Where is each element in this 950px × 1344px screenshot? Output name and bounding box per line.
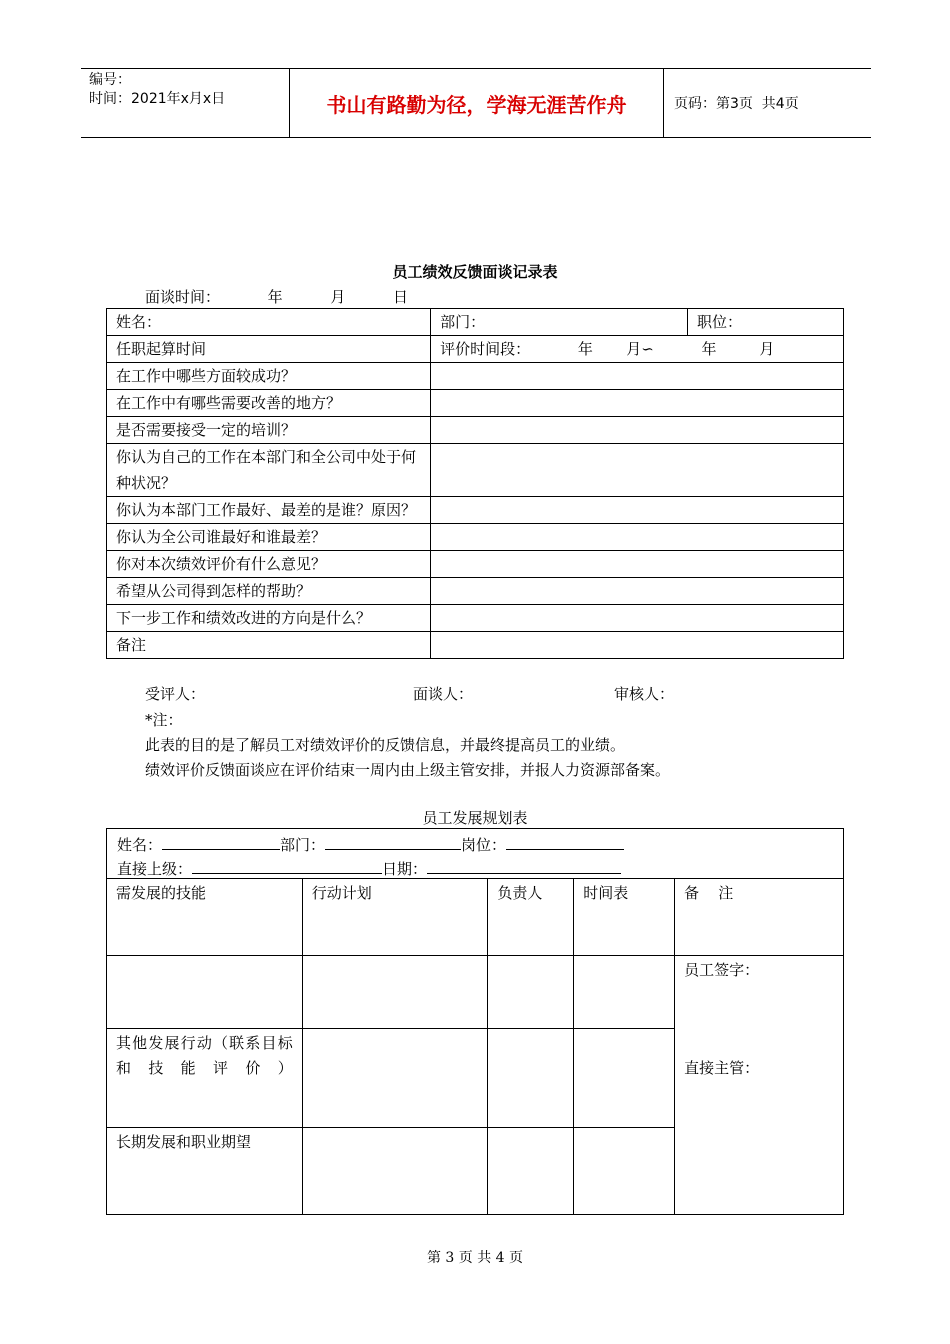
table-row (107, 551, 844, 578)
auditor-label: 审核人： (614, 685, 675, 703)
development-plan-table (106, 878, 844, 1215)
table-row (107, 390, 844, 417)
answer-cell[interactable] (431, 524, 844, 551)
schedule-cell[interactable] (574, 1128, 675, 1215)
table-row (107, 336, 844, 363)
eval-period-label: 评价时间段： 年 月∽ 年 月 (440, 340, 775, 358)
header-slogan: 书山有路勤为径，学海无涯苦作舟 (290, 69, 664, 137)
position-cell[interactable]: 职位： (688, 309, 844, 336)
table-row (107, 956, 844, 1029)
note-label: *注： (145, 711, 183, 729)
start-time-label: 任职起算时间 (107, 336, 431, 363)
long-term-label: 长期发展和职业期望 (107, 1128, 303, 1215)
plan-cell[interactable] (302, 1029, 488, 1128)
post-label: 岗位： (461, 836, 507, 854)
owner-cell[interactable] (488, 956, 574, 1029)
table-row (107, 417, 844, 444)
col-remark: 备 注 (675, 879, 844, 956)
col-schedule: 时间表 (574, 879, 675, 956)
owner-cell[interactable] (488, 1128, 574, 1215)
table-row (107, 363, 844, 390)
supervisor-label: 直接上级： (117, 860, 193, 878)
question-label: 下一步工作和绩效改进的方向是什么？ (107, 605, 431, 632)
other-actions-label: 其他发展行动（联系目标和技能评价） (107, 1029, 303, 1128)
answer-cell[interactable] (431, 605, 844, 632)
header-page-number: 页码：第3页 共4页 (674, 96, 799, 112)
feedback-interview-table (106, 308, 844, 659)
reviewee-label: 受评人： (145, 685, 206, 703)
dept-input[interactable] (325, 834, 461, 850)
document-number: 编号： (89, 72, 131, 88)
owner-cell[interactable] (488, 1029, 574, 1128)
supervisor-sign-label: 直接主管： (684, 1059, 760, 1077)
question-label: 你认为自己的工作在本部门和全公司中处于何种状况？ (107, 444, 431, 497)
table-row (107, 497, 844, 524)
answer-cell[interactable] (431, 578, 844, 605)
interview-time: 面谈时间： 年 月 日 (145, 288, 409, 306)
page-footer: 第 3 页 共 4 页 (426, 1250, 524, 1266)
date-label: 日期： (382, 860, 428, 878)
plan-cell[interactable] (302, 1128, 488, 1215)
question-label: 希望从公司得到怎样的帮助？ (107, 578, 431, 605)
remark-cell[interactable] (431, 632, 844, 659)
question-label: 在工作中有哪些需要改善的地方？ (107, 390, 431, 417)
schedule-cell[interactable] (574, 956, 675, 1029)
post-input[interactable] (506, 834, 624, 850)
schedule-cell[interactable] (574, 1029, 675, 1128)
answer-cell[interactable] (431, 497, 844, 524)
table-row (107, 578, 844, 605)
document-time: 时间：2021年x月x日 (89, 91, 226, 107)
skill-cell[interactable] (107, 956, 303, 1029)
plan-cell[interactable] (302, 956, 488, 1029)
question-label: 是否需要接受一定的培训？ (107, 417, 431, 444)
development-plan-header (106, 828, 844, 879)
answer-cell[interactable] (431, 390, 844, 417)
date-input[interactable] (427, 858, 621, 874)
col-owner: 负责人 (488, 879, 574, 956)
table-row (107, 605, 844, 632)
interviewer-label: 面谈人： (413, 685, 474, 703)
dept-cell[interactable]: 部门： (431, 309, 688, 336)
table-row (107, 632, 844, 659)
table-row (107, 524, 844, 551)
table-row (107, 309, 844, 336)
page-header (81, 68, 871, 138)
dept-label: 部门： (280, 836, 326, 854)
answer-cell[interactable] (431, 444, 844, 497)
name-input[interactable] (162, 834, 280, 850)
remark-label: 备注 (107, 632, 431, 659)
question-label: 在工作中哪些方面较成功？ (107, 363, 431, 390)
header-meta (81, 69, 290, 137)
spacer (684, 983, 834, 1056)
signature-cell[interactable] (675, 956, 844, 1215)
question-label: 你认为全公司谁最好和谁最差？ (107, 524, 431, 551)
eval-period-cell[interactable] (431, 336, 844, 363)
answer-cell[interactable] (431, 417, 844, 444)
table-row (107, 444, 844, 497)
form1-title: 员工绩效反馈面谈记录表 (392, 263, 558, 281)
question-label: 你认为本部门工作最好、最差的是谁？原因？ (107, 497, 431, 524)
answer-cell[interactable] (431, 363, 844, 390)
info-line-1 (117, 834, 624, 855)
supervisor-input[interactable] (192, 858, 382, 874)
info-line-2 (117, 858, 621, 879)
note-line-2: 绩效评价反馈面谈应在评价结束一周内由上级主管安排，并报人力资源部备案。 (145, 761, 671, 779)
note-line-1: 此表的目的是了解员工对绩效评价的反馈信息，并最终提高员工的业绩。 (145, 736, 626, 754)
name-label: 姓名： (117, 836, 163, 854)
name-cell[interactable]: 姓名： (107, 309, 431, 336)
form2-title: 员工发展规划表 (422, 809, 528, 827)
answer-cell[interactable] (431, 551, 844, 578)
col-plan: 行动计划 (302, 879, 488, 956)
col-skill: 需发展的技能 (107, 879, 303, 956)
question-label: 你对本次绩效评价有什么意见？ (107, 551, 431, 578)
table-row (107, 879, 844, 956)
employee-sign-label: 员工签字： (684, 961, 760, 979)
